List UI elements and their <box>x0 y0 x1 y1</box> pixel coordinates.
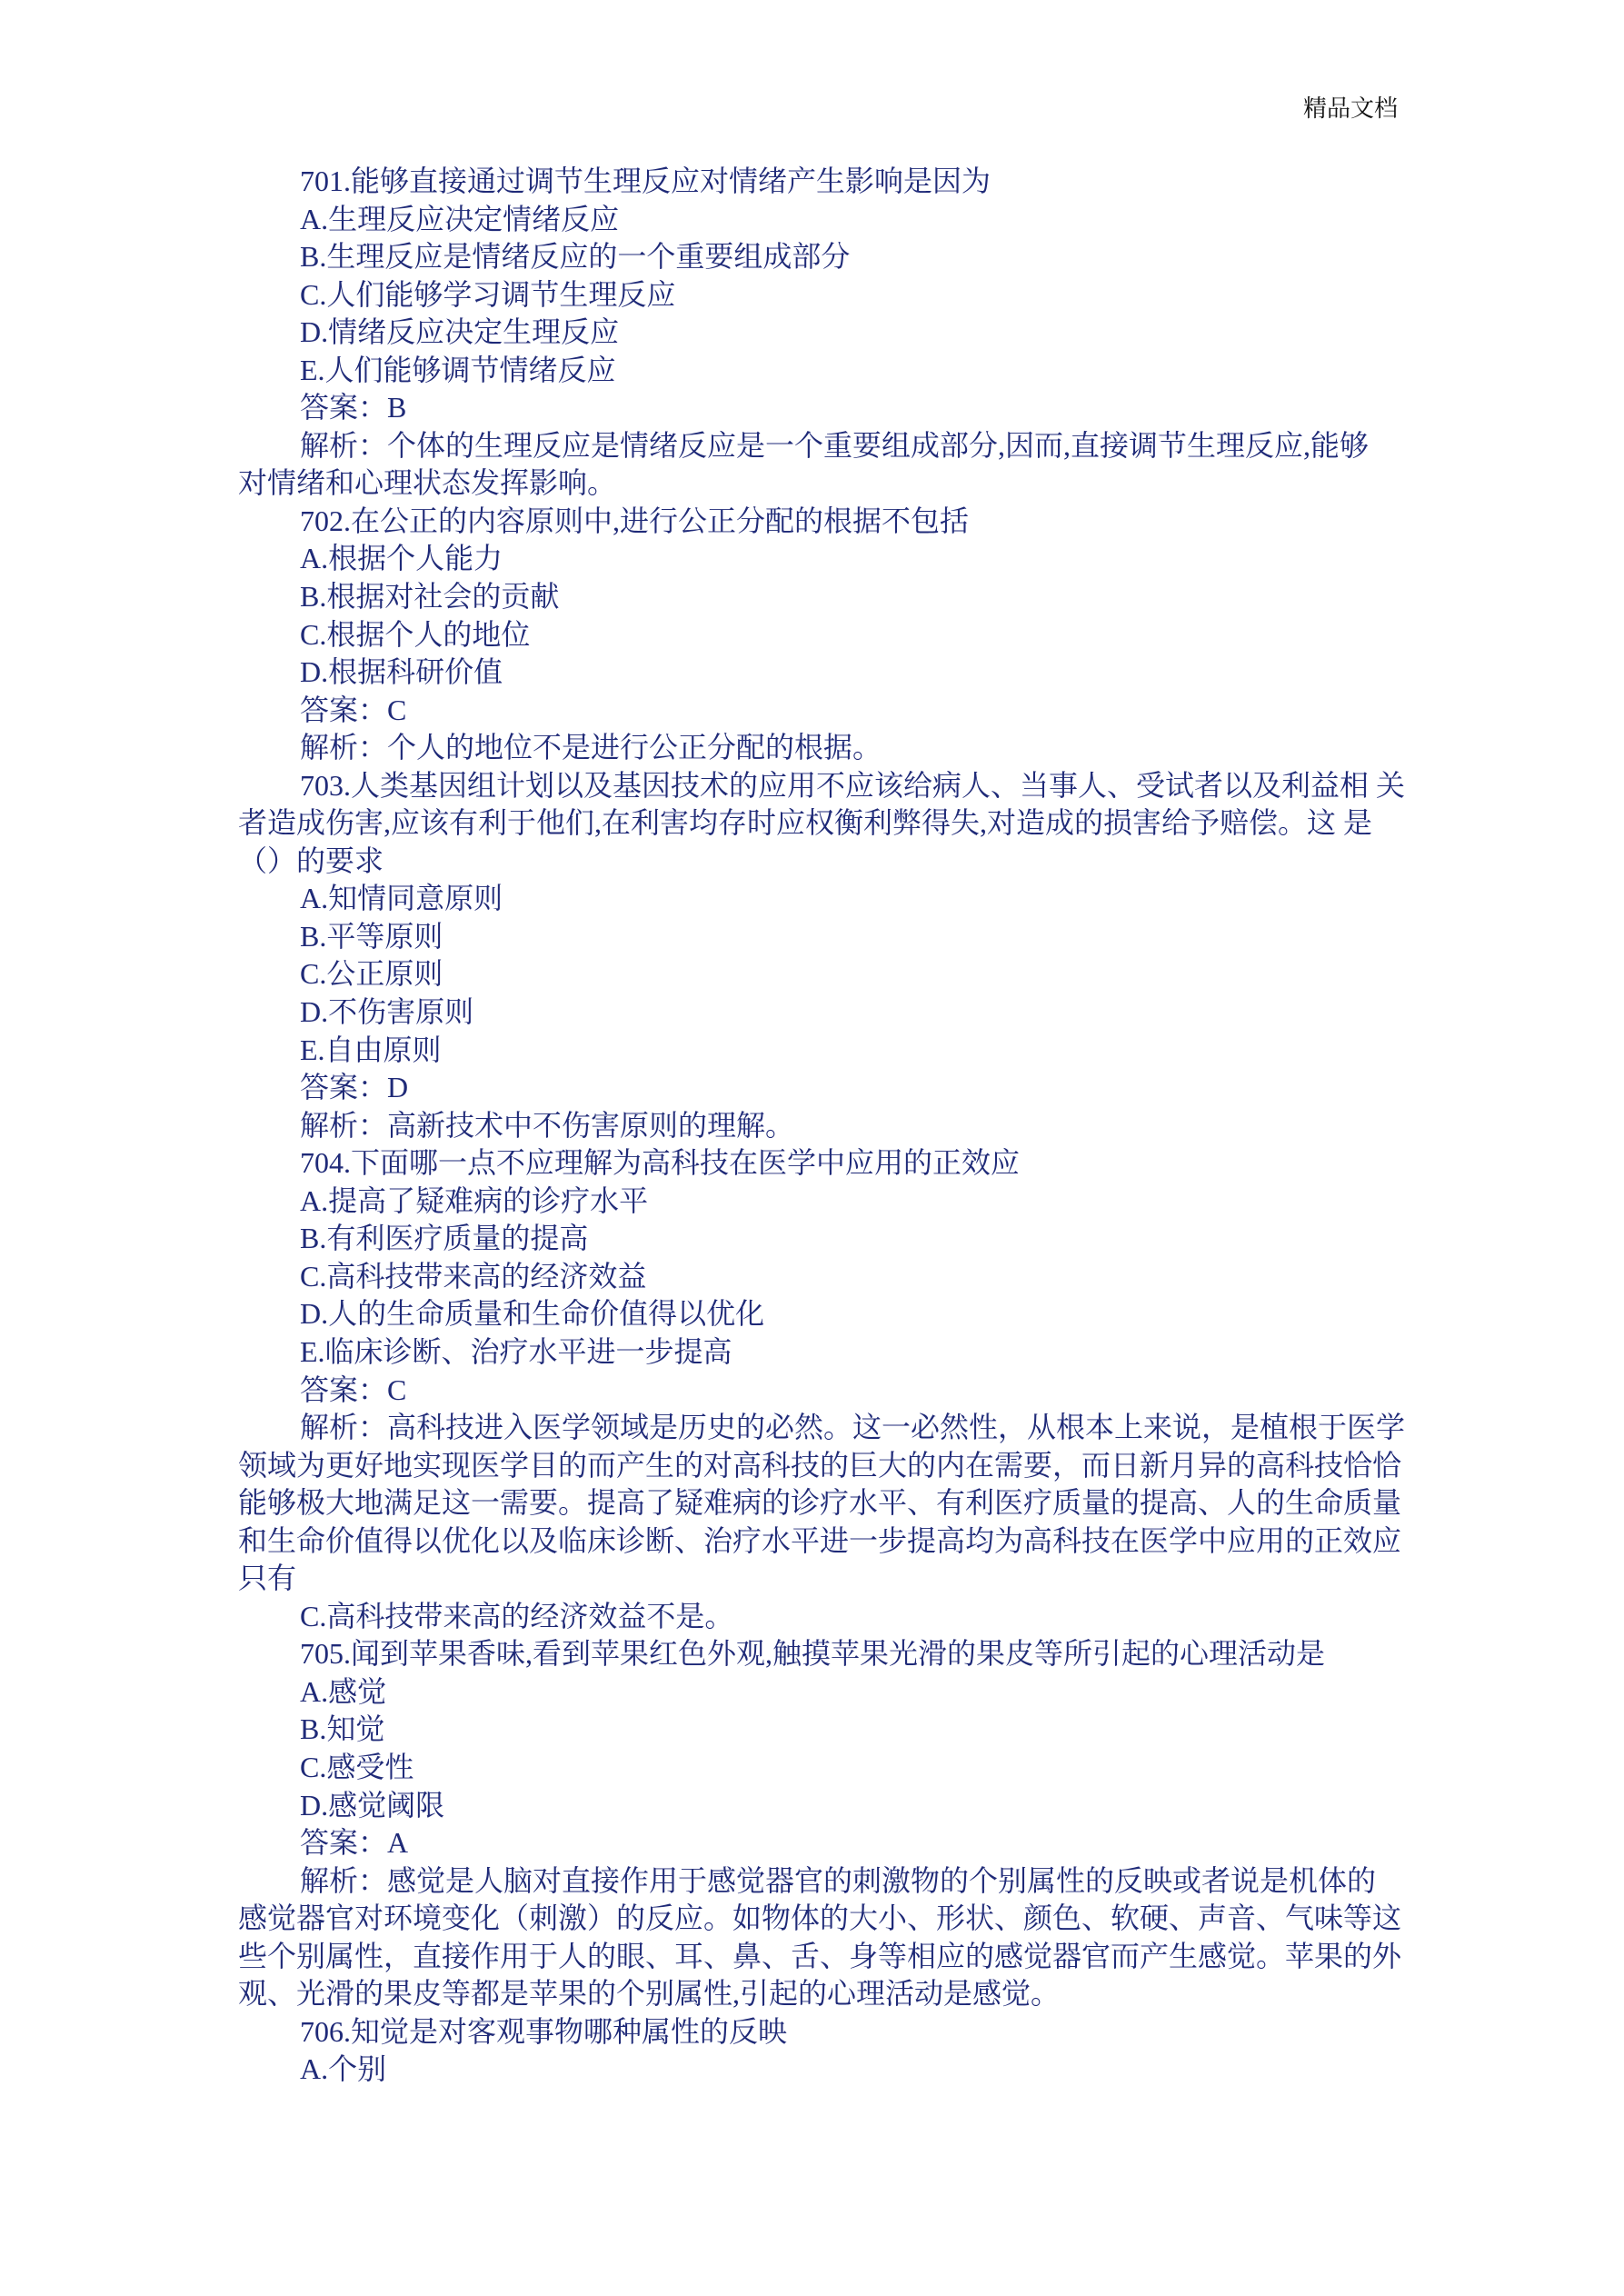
option: D.感觉阈限 <box>300 1788 445 1822</box>
option: C.高科技带来高的经济效益 <box>300 1259 647 1293</box>
answer: 答案：A <box>300 1826 409 1860</box>
option: A.感觉 <box>300 1674 387 1708</box>
option: E.临床诊断、治疗水平进一步提高 <box>300 1334 732 1368</box>
option: B.平等原则 <box>300 919 443 953</box>
explanation-line: 对情绪和心理状态发挥影响。 <box>238 466 617 500</box>
option: B.生理反应是情绪反应的一个重要组成部分 <box>300 240 851 274</box>
question-stem: （）的要求 <box>238 844 384 877</box>
option: C.人们能够学习调节生理反应 <box>300 277 676 311</box>
option: C.公正原则 <box>300 957 443 991</box>
explanation-line: 和生命价值得以优化以及临床诊断、治疗水平进一步提高均为高科技在医学中应用的正效应 <box>238 1523 1402 1557</box>
option: A.知情同意原则 <box>300 882 503 915</box>
option: D.人的生命质量和生命价值得以优化 <box>300 1297 765 1331</box>
explanation-line: 解析：个人的地位不是进行公正分配的根据。 <box>300 731 882 764</box>
explanation-line: C.高科技带来高的经济效益不是。 <box>300 1599 734 1632</box>
question-stem: 701.能够直接通过调节生理反应对情绪产生影响是因为 <box>300 165 991 197</box>
option: B.有利医疗质量的提高 <box>300 1222 589 1255</box>
explanation-line: 只有 <box>238 1562 297 1595</box>
option: A.提高了疑难病的诊疗水平 <box>300 1183 649 1217</box>
option: C.根据个人的地位 <box>300 617 531 651</box>
question-stem: 者造成伤害,应该有利于他们,在利害均存时应权衡利弊得失,对造成的损害给予赔偿。这 是 <box>238 806 1373 840</box>
question-stem: 704.下面哪一点不应理解为高科技在医学中应用的正效应 <box>300 1146 1021 1180</box>
explanation-line: 感觉器官对环境变化（刺激）的反应。如物体的大小、形状、颜色、软硬、声音、气味等这 <box>238 1902 1402 1935</box>
question-stem: 706.知觉是对客观事物哪种属性的反映 <box>300 2014 788 2048</box>
explanation-line: 解析：感觉是人脑对直接作用于感觉器官的刺激物的个别属性的反映或者说是机体的 <box>300 1863 1377 1897</box>
option: D.根据科研价值 <box>300 655 503 689</box>
explanation-line: 观、光滑的果皮等都是苹果的个别属性,引起的心理活动是感觉。 <box>238 1977 1061 2011</box>
option: C.感受性 <box>300 1750 414 1783</box>
explanation-line: 领域为更好地实现医学目的而产生的对高科技的巨大的内在需要，而日新月异的高科技恰恰 <box>238 1448 1402 1482</box>
explanation-line: 解析：高科技进入医学领域是历史的必然。这一必然性，从根本上来说，是植根于医学 <box>300 1411 1406 1444</box>
option: E.自由原则 <box>300 1033 442 1066</box>
document-body <box>238 163 1510 2089</box>
answer: 答案：D <box>300 1071 409 1104</box>
option: B.知觉 <box>300 1712 385 1746</box>
explanation-line: 些个别属性，直接作用于人的眼、耳、鼻、舌、身等相应的感觉器官而产生感觉。苹果的外 <box>238 1939 1402 1972</box>
option: A.根据个人能力 <box>300 542 503 575</box>
explanation-line: 解析：个体的生理反应是情绪反应是一个重要组成部分,因而,直接调节生理反应,能够 <box>300 428 1370 462</box>
answer: 答案：C <box>300 693 407 726</box>
explanation-line: 解析：高新技术中不伤害原则的理解。 <box>300 1108 795 1142</box>
question-stem: 702.在公正的内容原则中,进行公正分配的根据不包括 <box>300 504 970 537</box>
option: A.生理反应决定情绪反应 <box>300 202 620 235</box>
answer: 答案：C <box>300 1373 407 1406</box>
explanation-line: 能够极大地满足这一需要。提高了疑难病的诊疗水平、有利医疗质量的提高、人的生命质量 <box>238 1486 1402 1520</box>
question-stem: 705.闻到苹果香味,看到苹果红色外观,触摸苹果光滑的果皮等所引起的心理活动是 <box>300 1637 1326 1671</box>
question-stem: 703.人类基因组计划以及基因技术的应用不应该给病人、当事人、受试者以及利益相 关 <box>300 768 1406 802</box>
option: B.根据对社会的贡献 <box>300 580 560 614</box>
option: D.不伤害原则 <box>300 995 474 1029</box>
option: D.情绪反应决定生理反应 <box>300 315 620 349</box>
option: E.人们能够调节情绪反应 <box>300 353 616 386</box>
answer: 答案：B <box>300 391 407 424</box>
option: A.个别 <box>300 2052 387 2086</box>
page-header-label: 精品文档 <box>1302 95 1398 122</box>
